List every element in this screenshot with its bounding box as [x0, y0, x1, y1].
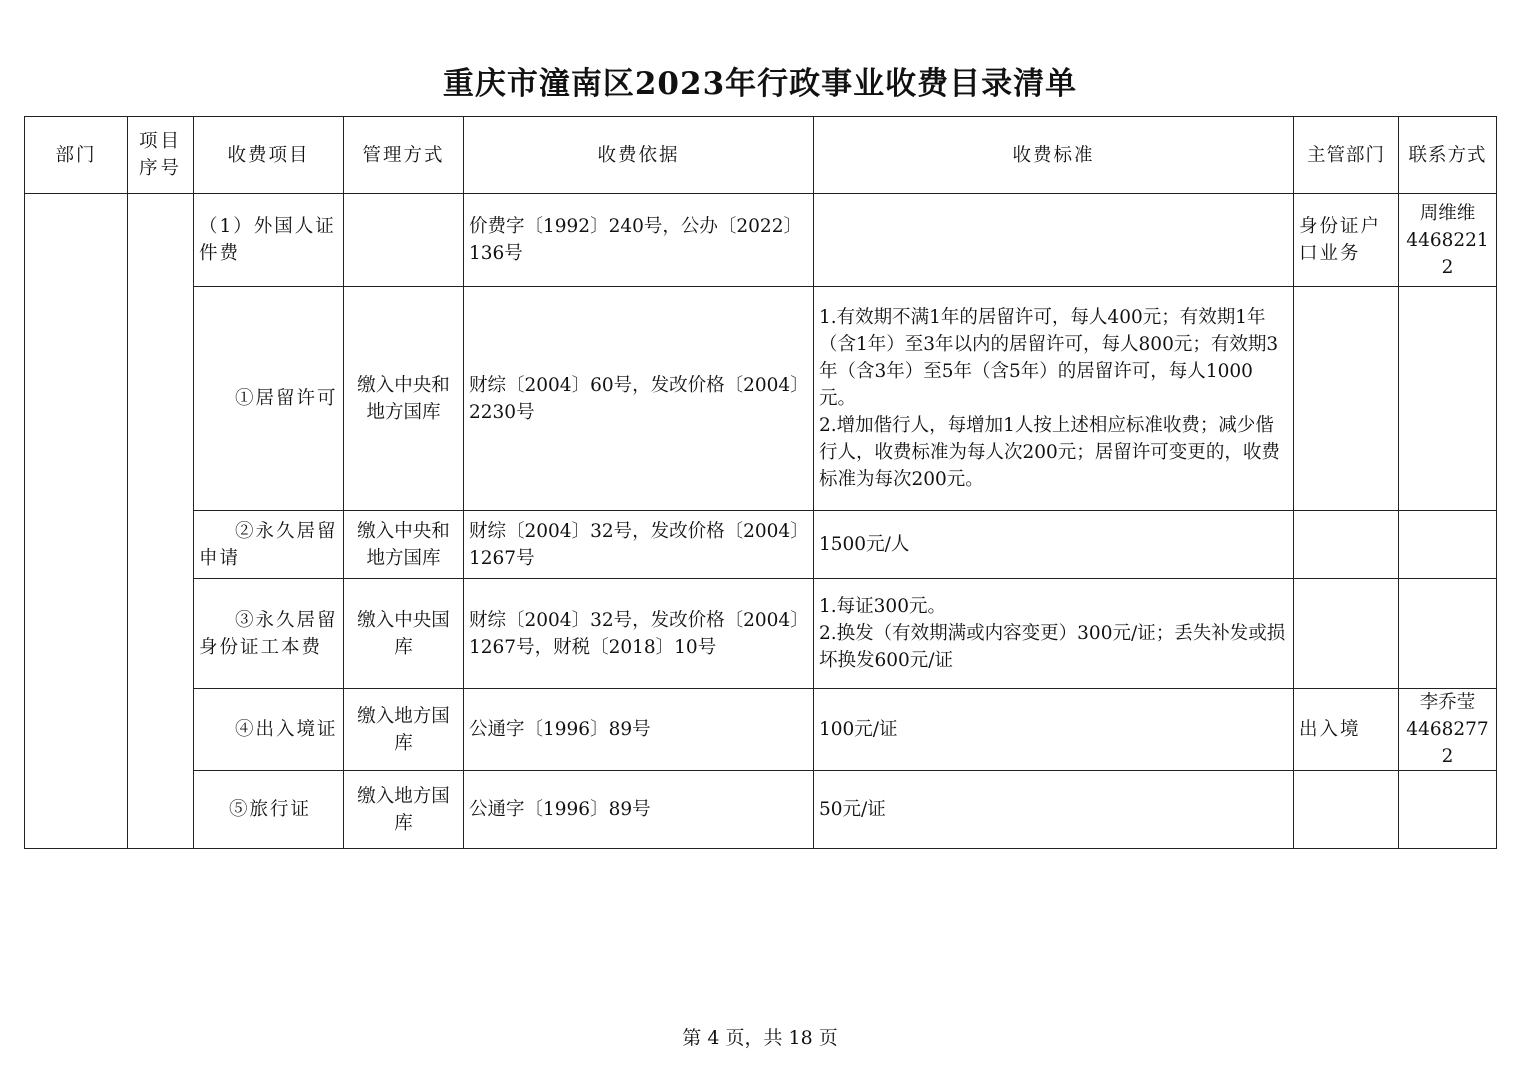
contact-phone: 44682772 — [1406, 719, 1489, 767]
mgmt-cell: 缴入中央和地方国库 — [344, 511, 464, 579]
table-row — [25, 689, 1497, 771]
header-seq: 项目序号 — [128, 117, 194, 194]
standard-cell — [814, 287, 1294, 511]
mgmt-cell: 缴入地方国库 — [344, 689, 464, 771]
item-cell: （1）外国人证件费 — [194, 194, 344, 287]
item-cell: ①居留许可 — [194, 287, 344, 511]
basis-cell: 财综〔2004〕32号，发改价格〔2004〕1267号，财税〔2018〕10号 — [464, 579, 814, 689]
basis-cell: 价费字〔1992〕240号，公办〔2022〕136号 — [464, 194, 814, 287]
table-row — [25, 194, 1497, 287]
table-row — [25, 511, 1497, 579]
item-cell: ④出入境证 — [194, 689, 344, 771]
standard-line: 2.增加偕行人，每增加1人按上述相应标准收费；减少偕行人，收费标准为每人次200元；居留许可变更的，收费标准为每次200元。 — [819, 415, 1280, 490]
page-title: 重庆市潼南区2023年行政事业收费目录清单 — [442, 66, 1078, 102]
contact-cell — [1399, 194, 1497, 287]
contact-cell — [1399, 689, 1497, 771]
contact-name: 李乔莹 — [1419, 692, 1476, 713]
item-cell: ⑤旅行证 — [194, 771, 344, 849]
header-authority: 主管部门 — [1294, 117, 1399, 194]
header-basis: 收费依据 — [464, 117, 814, 194]
basis-cell: 财综〔2004〕60号，发改价格〔2004〕2230号 — [464, 287, 814, 511]
standard-cell — [814, 579, 1294, 689]
basis-cell: 财综〔2004〕32号，发改价格〔2004〕1267号 — [464, 511, 814, 579]
contact-cell — [1399, 287, 1497, 511]
authority-cell — [1294, 579, 1399, 689]
header-contact: 联系方式 — [1399, 117, 1497, 194]
header-row — [25, 117, 1497, 194]
authority-cell — [1294, 771, 1399, 849]
standard-cell — [814, 194, 1294, 287]
page-footer: 第 4 页，共 18 页 — [682, 1027, 838, 1049]
table-row — [25, 771, 1497, 849]
contact-cell — [1399, 771, 1497, 849]
dept-cell — [25, 194, 128, 849]
header-standard: 收费标准 — [814, 117, 1294, 194]
mgmt-cell: 缴入中央和地方国库 — [344, 287, 464, 511]
authority-cell: 出入境 — [1294, 689, 1399, 771]
standard-line: 2.换发（有效期满或内容变更）300元/证；丢失补发或损坏换发600元/证 — [819, 623, 1286, 671]
contact-cell — [1399, 511, 1497, 579]
mgmt-cell: 缴入中央国库 — [344, 579, 464, 689]
header-dept: 部门 — [25, 117, 128, 194]
item-cell: ②永久居留申请 — [194, 511, 344, 579]
item-cell: ③永久居留身份证工本费 — [194, 579, 344, 689]
mgmt-cell — [344, 194, 464, 287]
contact-phone: 44682212 — [1406, 229, 1489, 278]
seq-cell — [128, 194, 194, 849]
mgmt-cell: 缴入地方国库 — [344, 771, 464, 849]
header-mgmt: 管理方式 — [344, 117, 464, 194]
header-item: 收费项目 — [194, 117, 344, 194]
basis-cell: 公通字〔1996〕89号 — [464, 771, 814, 849]
table-row — [25, 579, 1497, 689]
authority-cell: 身份证户口业务 — [1294, 194, 1399, 287]
authority-cell — [1294, 511, 1399, 579]
basis-cell: 公通字〔1996〕89号 — [464, 689, 814, 771]
fee-table — [24, 116, 1497, 849]
authority-cell — [1294, 287, 1399, 511]
contact-cell — [1399, 579, 1497, 689]
standard-cell: 1500元/人 — [814, 511, 1294, 579]
table-row — [25, 287, 1497, 511]
contact-name: 周维维 — [1419, 202, 1476, 224]
standard-cell: 50元/证 — [814, 771, 1294, 849]
standard-line: 1.有效期不满1年的居留许可，每人400元；有效期1年（含1年）至3年以内的居留许可，每人800元；有效期3年（含3年）至5年（含5年）的居留许可，每人1000元。 — [819, 307, 1279, 409]
standard-cell: 100元/证 — [814, 689, 1294, 771]
standard-line: 1.每证300元。 — [819, 596, 946, 617]
